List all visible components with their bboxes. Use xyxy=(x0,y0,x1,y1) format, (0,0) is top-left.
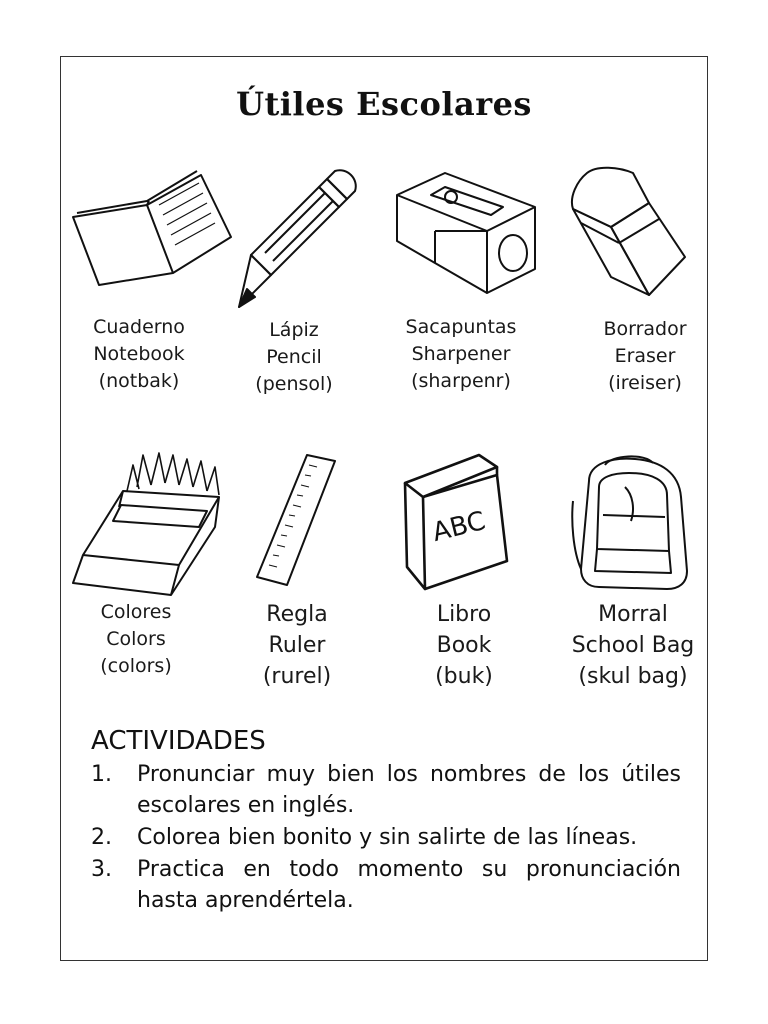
english-word: Ruler xyxy=(268,633,326,658)
spanish-word: Regla xyxy=(266,602,328,627)
backpack-icon xyxy=(569,451,697,593)
english-word: Colors xyxy=(106,628,166,650)
item-number: 2. xyxy=(91,825,112,850)
spanish-word: Sacapuntas xyxy=(405,316,517,338)
pronunciation: (pensol) xyxy=(255,373,333,395)
caption-pencil xyxy=(219,317,369,398)
pencil-icon xyxy=(235,163,365,311)
activities-heading: ACTIVIDADES xyxy=(91,726,266,756)
list-item xyxy=(91,822,681,853)
book-cover-text: ABC xyxy=(429,505,489,549)
pronunciation: (rurel) xyxy=(262,664,332,689)
item-text: Pronunciar muy bien los nombres de los útiles escolares en inglés. xyxy=(137,762,681,818)
english-word: Notebook xyxy=(93,343,185,365)
english-word: Pencil xyxy=(266,346,322,368)
ruler-icon xyxy=(251,451,341,587)
item-number: 1. xyxy=(91,762,112,787)
caption-sharpener xyxy=(386,314,536,395)
list-item xyxy=(91,759,681,821)
book-icon xyxy=(397,447,511,595)
crayons-icon xyxy=(67,447,227,597)
caption-eraser xyxy=(570,316,720,397)
pronunciation: (skul bag) xyxy=(578,664,688,689)
english-word: Sharpener xyxy=(411,343,511,365)
spanish-word: Libro xyxy=(436,602,492,627)
caption-backpack xyxy=(553,599,713,692)
notebook-icon xyxy=(69,165,235,289)
english-word: Eraser xyxy=(614,345,676,367)
pronunciation: (buk) xyxy=(435,664,493,689)
pronunciation: (colors) xyxy=(100,655,172,677)
spanish-word: Borrador xyxy=(603,318,687,340)
pronunciation: (notbak) xyxy=(98,370,180,392)
spanish-word: Cuaderno xyxy=(93,316,185,338)
item-text: Practica en todo momento su pronunciación hasta aprendértela. xyxy=(137,857,681,913)
caption-book xyxy=(389,599,539,692)
eraser-icon xyxy=(567,163,691,303)
spanish-word: Morral xyxy=(598,602,668,627)
english-word: Book xyxy=(436,633,492,658)
sharpener-icon xyxy=(391,167,541,297)
english-word: School Bag xyxy=(571,633,695,658)
spanish-word: Lápiz xyxy=(269,319,319,341)
pronunciation: (sharpenr) xyxy=(411,370,511,392)
caption-ruler xyxy=(222,599,372,692)
item-number: 3. xyxy=(91,857,112,882)
caption-crayons xyxy=(61,599,211,680)
activities-section xyxy=(91,725,681,917)
list-item xyxy=(91,854,681,916)
worksheet-page xyxy=(60,56,708,961)
worksheet-title: Útiles Escolares xyxy=(236,85,532,123)
caption-notebook xyxy=(64,314,214,395)
item-text: Colorea bien bonito y sin salirte de las líneas. xyxy=(137,825,638,850)
spanish-word: Colores xyxy=(100,601,172,623)
pronunciation: (ireiser) xyxy=(608,372,682,394)
